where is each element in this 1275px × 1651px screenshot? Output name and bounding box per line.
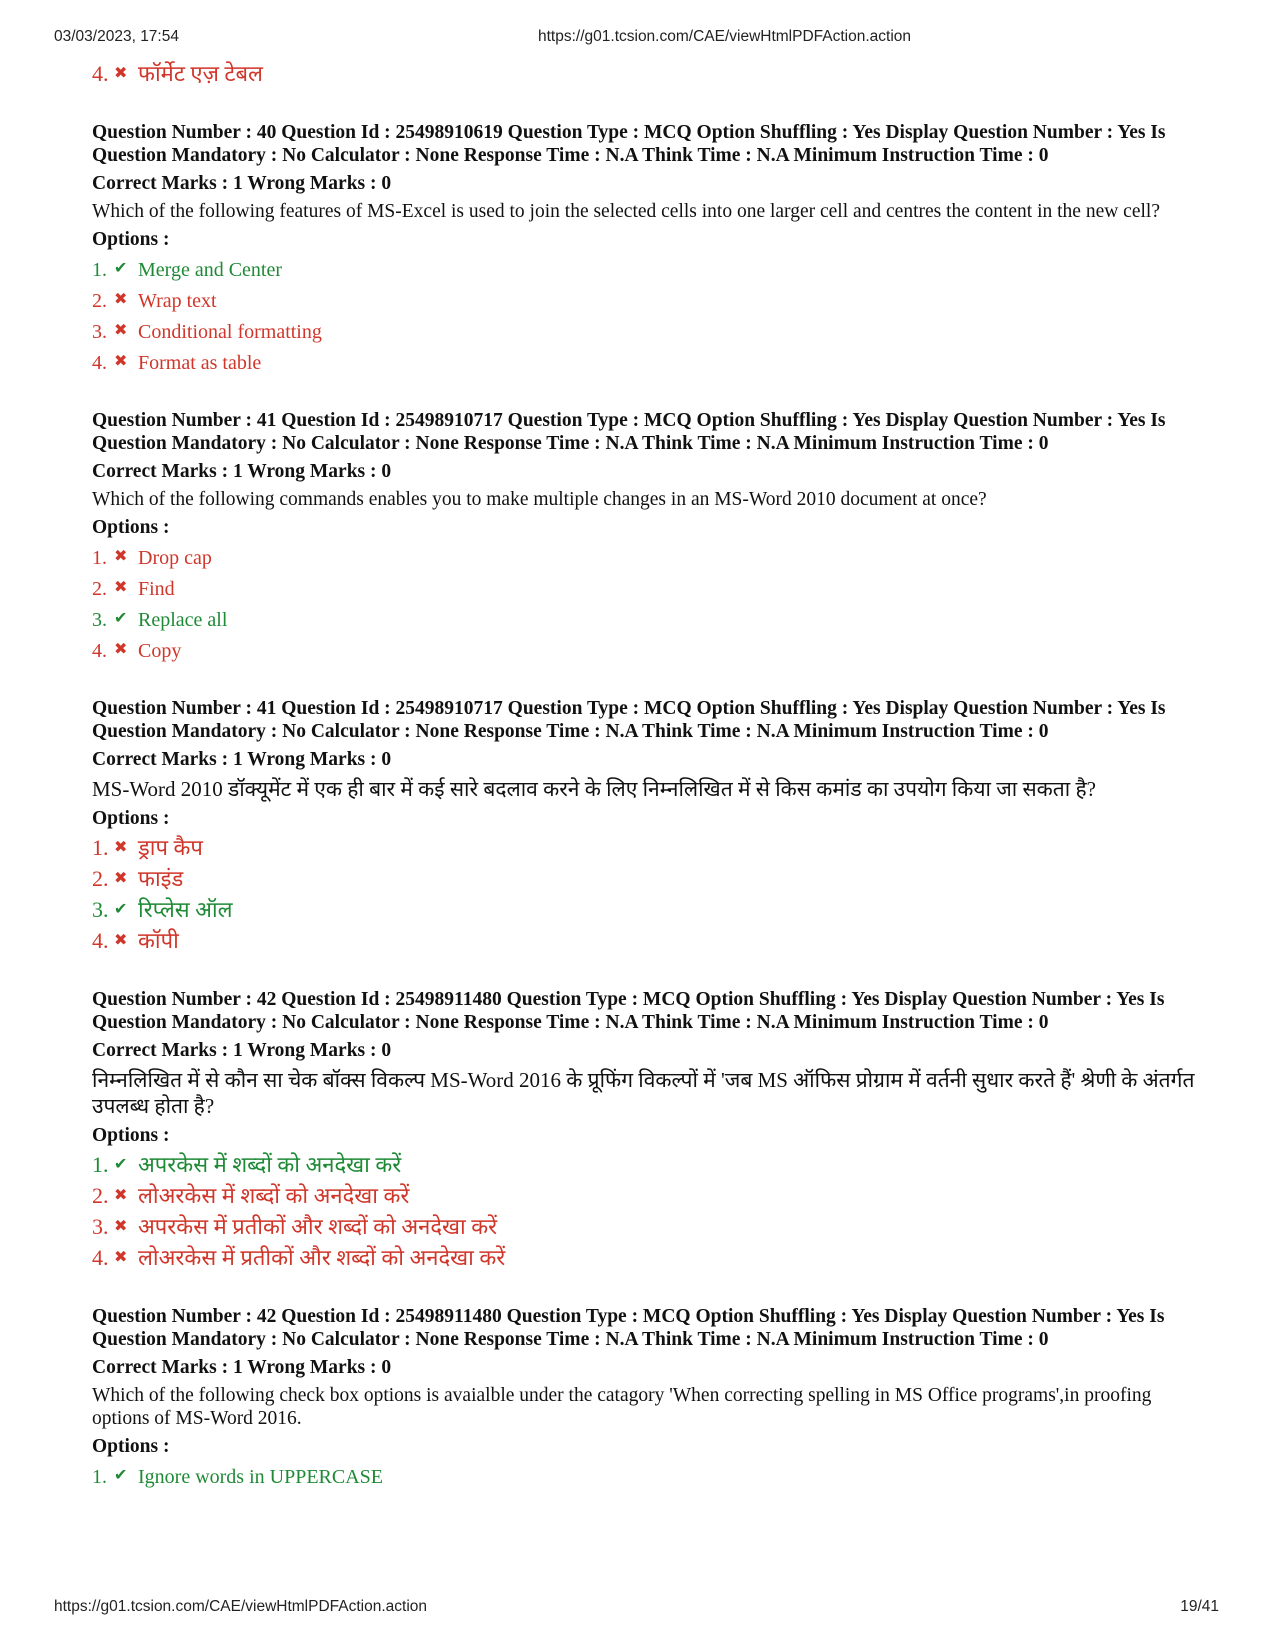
option-text: Drop cap: [138, 547, 212, 569]
page-footer: [0, 1598, 1275, 1622]
option-text: Wrap text: [138, 290, 217, 312]
option-item: [92, 863, 1207, 894]
option-text: लोअरकेस में प्रतीकों और शब्दों को अनदेखा करें: [138, 1245, 506, 1270]
check-icon: ✔: [114, 901, 128, 918]
option-number: 2.: [92, 866, 109, 891]
option-item: [92, 541, 1207, 572]
question-marks: Correct Marks : 1 Wrong Marks : 0: [92, 173, 392, 194]
question-text: Which of the following check box options is avaialble under the catagory 'When correcting spelling in MS Office programs',in proofing options of MS-Word 2016.: [92, 1385, 1152, 1429]
option-text: Find: [138, 578, 175, 600]
option-text: फॉर्मेट एज़ टेबल: [138, 61, 263, 86]
carry-over-option: [92, 58, 1207, 89]
question-meta: Question Number : 41 Question Id : 25498910717 Question Type : MCQ Option Shuffling : Yes Display Question Number : Yes Is Question Mandatory : No Calculator : None Response Time : N.A Think Time : N.A Minimum Instruction Time : 0: [92, 698, 1166, 742]
question-text: निम्नलिखित में से कौन सा चेक बॉक्स विकल्प MS-Word 2016 के प्रूफिंग विकल्पों में 'जब MS ऑफिस प्रोग्राम में वर्तनी सुधार करते हैं' श्रेणी के अंतर्गत उपलब्ध होता है?: [92, 1068, 1195, 1118]
option-number: 3.: [92, 897, 109, 922]
option-number: 4.: [92, 352, 107, 374]
option-text: लोअरकेस में शब्दों को अनदेखा करें: [138, 1183, 410, 1208]
cross-icon: ✖: [114, 353, 128, 370]
cross-icon: ✖: [114, 1187, 128, 1204]
check-icon: ✔: [114, 1156, 128, 1173]
check-icon: ✔: [114, 1467, 128, 1484]
options-label: Options :: [92, 808, 170, 829]
question-meta: Question Number : 41 Question Id : 25498910717 Question Type : MCQ Option Shuffling : Yes Display Question Number : Yes Is Question Mandatory : No Calculator : None Response Time : N.A Think Time : N.A Minimum Instruction Time : 0: [92, 410, 1166, 454]
option-text: Format as table: [138, 352, 262, 374]
option-number: 3.: [92, 321, 107, 343]
option-item: [92, 315, 1207, 346]
cross-icon: ✖: [114, 548, 128, 565]
cross-icon: ✖: [114, 870, 128, 887]
question-text: Which of the following features of MS-Excel is used to join the selected cells into one larger cell and centres the content in the new cell?: [92, 201, 1160, 222]
options-label: Options :: [92, 229, 170, 250]
option-item: [92, 832, 1207, 863]
page-header: [0, 28, 1275, 52]
options-label: Options :: [92, 1436, 170, 1457]
option-item: [92, 1180, 1207, 1211]
option-item: [92, 1242, 1207, 1273]
option-number: 4.: [92, 1245, 109, 1270]
option-text: फाइंड: [138, 866, 184, 891]
question-meta: Question Number : 40 Question Id : 25498910619 Question Type : MCQ Option Shuffling : Yes Display Question Number : Yes Is Question Mandatory : No Calculator : None Response Time : N.A Think Time : N.A Minimum Instruction Time : 0: [92, 122, 1166, 166]
question-meta: Question Number : 42 Question Id : 25498911480 Question Type : MCQ Option Shuffling : Yes Display Question Number : Yes Is Question Mandatory : No Calculator : None Response Time : N.A Think Time : N.A Minimum Instruction Time : 0: [92, 1306, 1165, 1350]
option-item: [92, 1149, 1207, 1180]
option-item: [92, 1460, 1207, 1491]
footer-url: https://g01.tcsion.com/CAE/viewHtmlPDFAction.action: [54, 1598, 428, 1615]
cross-icon: ✖: [114, 65, 128, 82]
question-block: [92, 988, 1207, 1273]
option-text: Conditional formatting: [138, 321, 322, 343]
cross-icon: ✖: [114, 322, 128, 339]
question-block: [92, 409, 1207, 665]
cross-icon: ✖: [114, 1249, 128, 1266]
option-text: अपरकेस में प्रतीकों और शब्दों को अनदेखा करें: [138, 1214, 498, 1239]
question-marks: Correct Marks : 1 Wrong Marks : 0: [92, 1040, 392, 1061]
option-text: Replace all: [138, 609, 228, 631]
option-item: [92, 925, 1207, 956]
question-block: [92, 697, 1207, 956]
question-marks: Correct Marks : 1 Wrong Marks : 0: [92, 749, 392, 770]
option-text: रिप्लेस ऑल: [138, 897, 233, 922]
question-list: [92, 121, 1207, 1491]
option-item: [92, 894, 1207, 925]
option-number: 1.: [92, 547, 107, 569]
check-icon: ✔: [114, 260, 128, 277]
cross-icon: ✖: [114, 579, 128, 596]
cross-icon: ✖: [114, 1218, 128, 1235]
question-text: MS-Word 2010 डॉक्यूमेंट में एक ही बार में कई सारे बदलाव करने के लिए निम्नलिखित में से किस कमांड का उपयोग किया जा सकता है?: [92, 777, 1096, 801]
option-item: [92, 253, 1207, 284]
option-number: 4.: [92, 640, 107, 662]
option-number: 2.: [92, 290, 107, 312]
question-meta: Question Number : 42 Question Id : 25498911480 Question Type : MCQ Option Shuffling : Yes Display Question Number : Yes Is Question Mandatory : No Calculator : None Response Time : N.A Think Time : N.A Minimum Instruction Time : 0: [92, 989, 1165, 1033]
option-number: 4.: [92, 61, 109, 86]
question-block: [92, 121, 1207, 377]
header-url: https://g01.tcsion.com/CAE/viewHtmlPDFAction.action: [538, 28, 912, 45]
option-number: 2.: [92, 578, 107, 600]
question-marks: Correct Marks : 1 Wrong Marks : 0: [92, 461, 392, 482]
option-number: 3.: [92, 1214, 109, 1239]
option-item: [92, 634, 1207, 665]
option-text: ड्राप कैप: [138, 835, 203, 860]
cross-icon: ✖: [114, 291, 128, 308]
check-icon: ✔: [114, 610, 128, 627]
options-label: Options :: [92, 517, 170, 538]
option-item: [92, 346, 1207, 377]
option-number: 1.: [92, 259, 107, 281]
cross-icon: ✖: [114, 641, 128, 658]
page-number: 19/41: [1180, 1598, 1219, 1615]
option-number: 3.: [92, 609, 107, 631]
option-text: Ignore words in UPPERCASE: [138, 1466, 384, 1488]
option-text: Merge and Center: [138, 259, 283, 281]
option-text: अपरकेस में शब्दों को अनदेखा करें: [138, 1152, 402, 1177]
cross-icon: ✖: [114, 932, 128, 949]
option-text: कॉपी: [138, 928, 179, 953]
option-number: 1.: [92, 1152, 109, 1177]
print-datetime: 03/03/2023, 17:54: [54, 28, 179, 45]
option-text: Copy: [138, 640, 182, 662]
document-content: [92, 58, 1207, 1491]
question-text: Which of the following commands enables you to make multiple changes in an MS-Word 2010 document at once?: [92, 489, 987, 510]
option-number: 2.: [92, 1183, 109, 1208]
option-number: 1.: [92, 1466, 107, 1488]
option-number: 1.: [92, 835, 109, 860]
cross-icon: ✖: [114, 839, 128, 856]
option-number: 4.: [92, 928, 109, 953]
option-item: [92, 572, 1207, 603]
option-item: [92, 1211, 1207, 1242]
question-block: [92, 1305, 1207, 1491]
options-label: Options :: [92, 1125, 170, 1146]
option-item: [92, 603, 1207, 634]
option-item: [92, 284, 1207, 315]
question-marks: Correct Marks : 1 Wrong Marks : 0: [92, 1357, 392, 1378]
